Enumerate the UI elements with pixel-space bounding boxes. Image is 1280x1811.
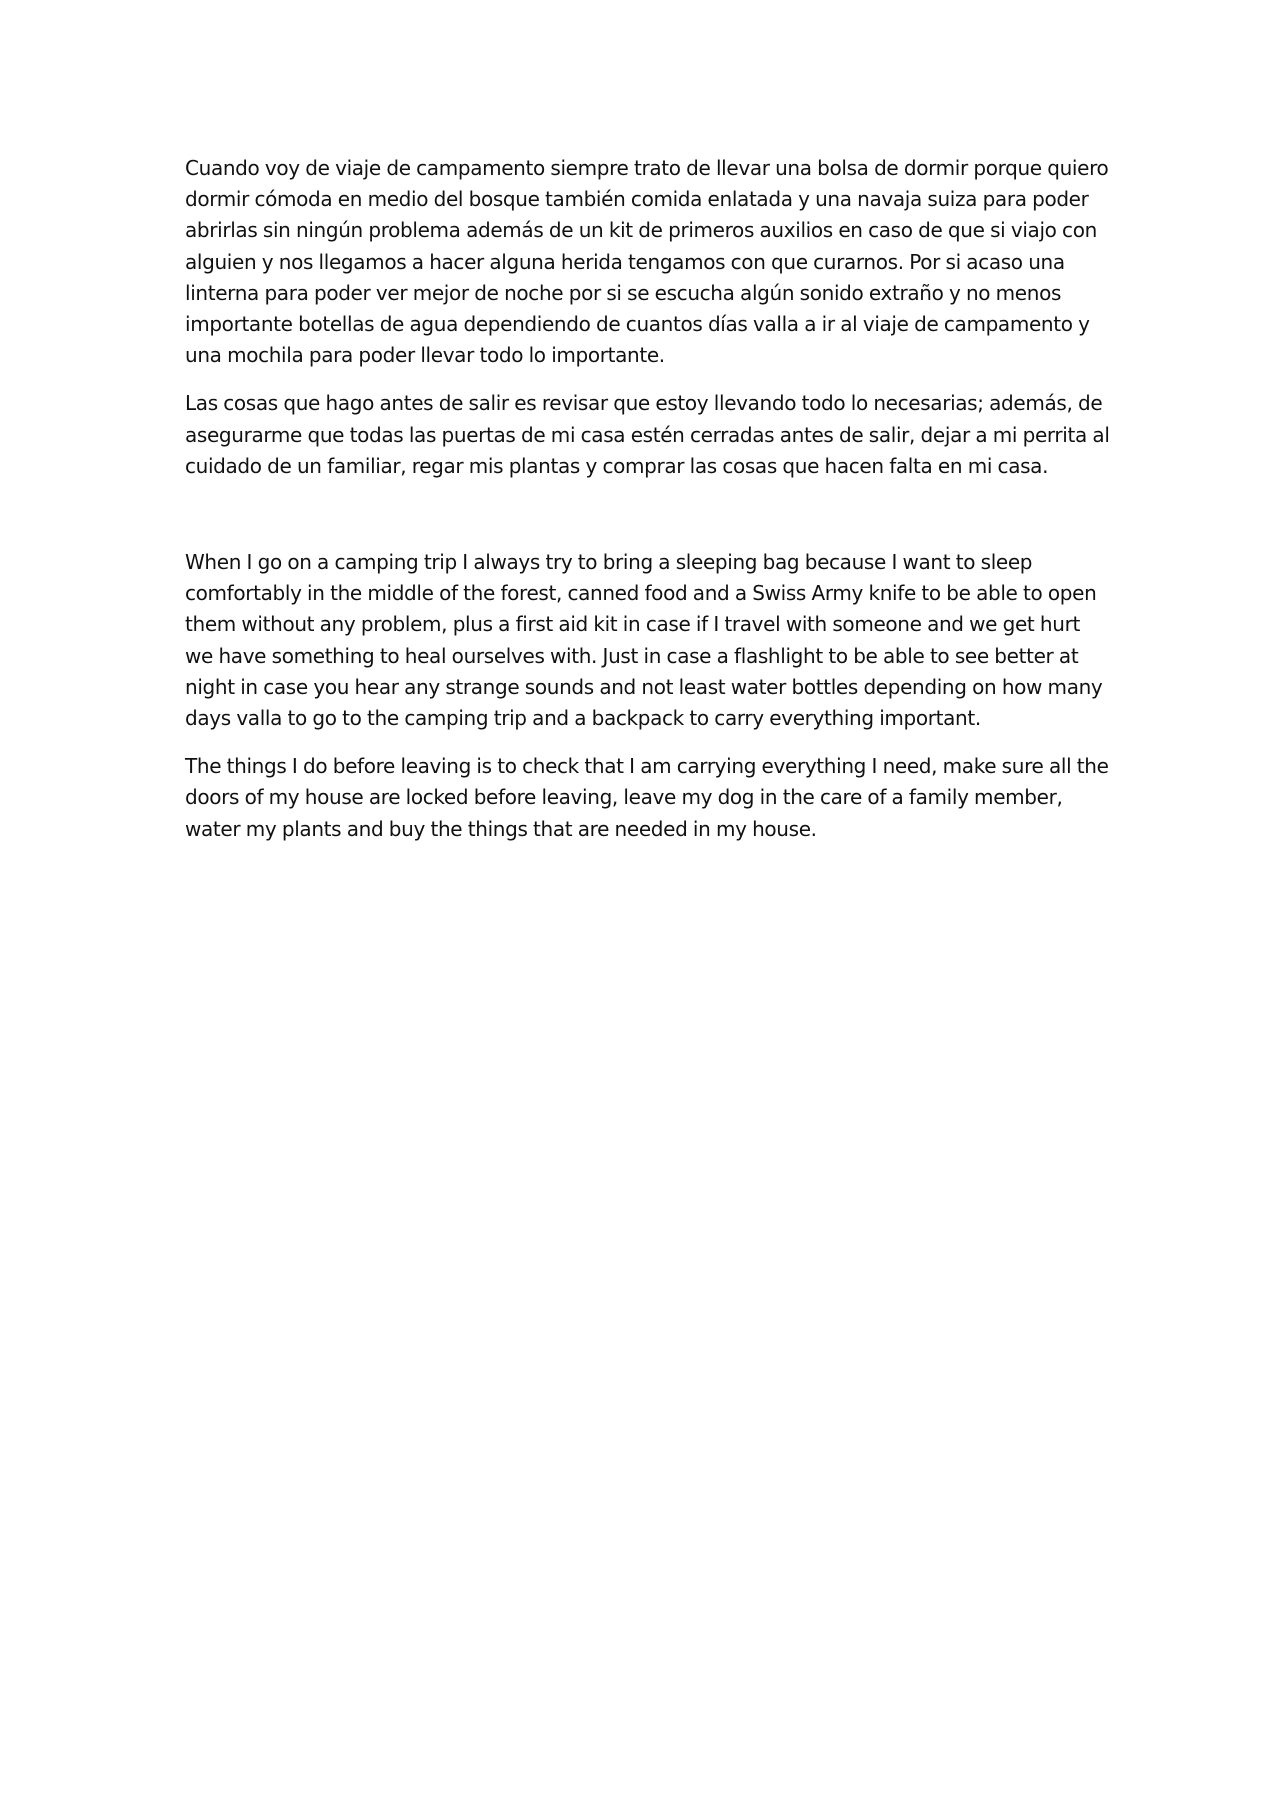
document-body (185, 153, 1110, 862)
paragraph-spanish-before-leaving: Las cosas que hago antes de salir es revisar que estoy llevando todo lo necesarias; además, de asegurarme que todas las puertas de mi casa estén cerradas antes de salir, dejar a mi perrita al cuidado de un familiar, regar mis plantas y comprar las cosas que hacen falta en mi casa. (185, 391, 1110, 478)
blank-line (185, 499, 1110, 547)
paragraph-english-before-leaving: The things I do before leaving is to check that I am carrying everything I need, make sure all the doors of my house are locked before leaving, leave my dog in the care of a family member, water my plants and buy the things that are needed in my house. (185, 754, 1109, 841)
paragraph-english-camping-items: When I go on a camping trip I always try to bring a sleeping bag because I want to sleep comfortably in the middle of the forest, canned food and a Swiss Army knife to be able to open them without any problem, plus a first aid kit in case if I travel with someone and we get hurt we have something to heal ourselves with. Just in case a flashlight to be able to see better at night in case you hear any strange sounds and not least water bottles depending on how many days valla to go to the camping trip and a backpack to carry everything important. (185, 550, 1103, 731)
paragraph-spanish-camping-items: Cuando voy de viaje de campamento siempre trato de llevar una bolsa de dormir porque quiero dormir cómoda en medio del bosque también comida enlatada y una navaja suiza para poder abrirlas sin ningún problema además de un kit de primeros auxilios en caso de que si viajo con alguien y nos llegamos a hacer alguna herida tengamos con que curarnos. Por si acaso una linterna para poder ver mejor de noche por si se escucha algún sonido extraño y no menos importante botellas de agua dependiendo de cuantos días valla a ir al viaje de campamento y una mochila para poder llevar todo lo importante. (185, 156, 1109, 368)
